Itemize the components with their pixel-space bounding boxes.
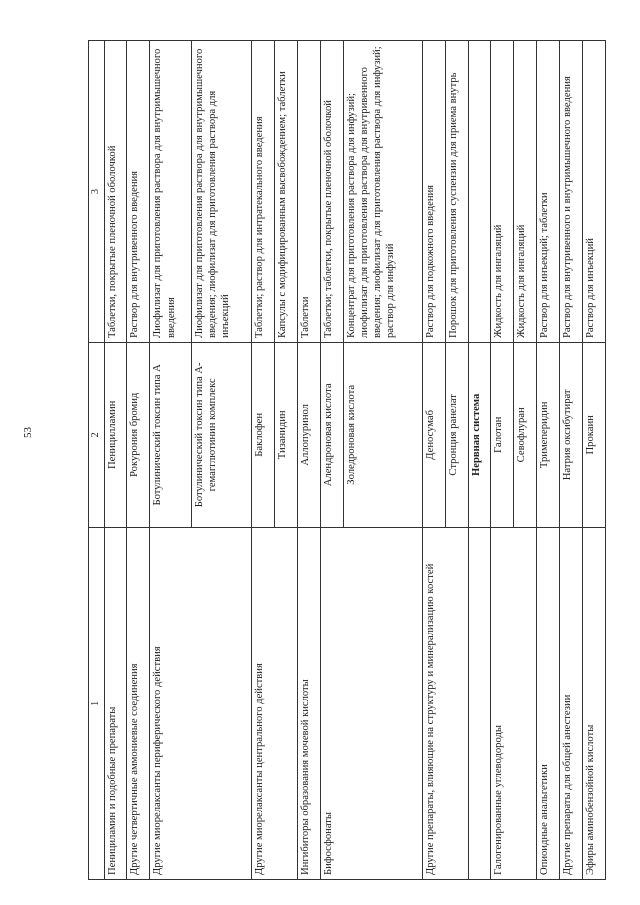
- table-cell-group: Другие миорелаксанты периферического действия: [150, 527, 252, 879]
- table-cell-group: Бифосфонаты: [320, 527, 422, 879]
- table-cell-drug: Натрия оксибутират: [560, 343, 583, 528]
- table-cell-form: Таблетки: [297, 41, 320, 343]
- table-cell-form: Раствор для инъекций: [583, 41, 606, 343]
- table-cell-form: Таблетки, покрытые пленочной оболочкой: [104, 41, 127, 343]
- table-cell-group: Ингибиторы образования мочевой кислоты: [297, 527, 320, 879]
- table-cell-group: Другие препараты, влияющие на структуру и минерализацию костей: [422, 527, 468, 879]
- table-cell-form: Жидкость для ингаляций: [491, 41, 514, 343]
- header-col-1: 1: [89, 527, 105, 879]
- table-cell-group: Другие препараты для общей анестезии: [560, 527, 583, 879]
- table-cell-drug: Аллопуринол: [297, 343, 320, 528]
- table-cell-drug: Рокурония бромид: [127, 343, 150, 528]
- document-table-container: [88, 40, 606, 880]
- table-cell-drug: Стронция ранелат: [445, 343, 468, 528]
- table-cell-group: Пенициламин и подобные препараты: [104, 527, 127, 879]
- section-title: Нервная система: [468, 343, 491, 528]
- table-cell-form: Лиофилизат для приготовления раствора для внутримышечного введения: [150, 41, 192, 343]
- table-cell-form: Раствор для внутривенного и внутримышечного введения: [560, 41, 583, 343]
- table-cell-form: Порошок для приготовления суспензии для приема внутрь: [445, 41, 468, 343]
- table-cell-empty: [468, 41, 491, 343]
- table-cell-form: Таблетки; таблетки, покрытые пленочной оболочкой: [320, 41, 343, 343]
- table-cell-drug: Тримеперидин: [537, 343, 560, 528]
- table-cell-form: Капсулы с модифицированным высвобождением; таблетки: [275, 41, 298, 343]
- drug-table: [88, 40, 606, 880]
- table-cell-group: Галогенированные углеводороды: [491, 527, 537, 879]
- table-cell-form: Лиофилизат для приготовления раствора для внутримышечного введения; лиофилизат для приготовления раствора для инъекций: [191, 41, 251, 343]
- table-cell-drug: Ботулинический токсин типа А-гемагглютинин комплекс: [191, 343, 251, 528]
- table-cell-drug: Алендроновая кислота: [320, 343, 343, 528]
- table-cell-empty: [468, 527, 491, 879]
- table-cell-drug: Ботулинический токсин типа А: [150, 343, 192, 528]
- table-cell-drug: Золедроновая кислота: [343, 343, 422, 528]
- table-cell-form: Концентрат для приготовления раствора для инфузий; лиофилизат для приготовления раствора для внутривенного введения; лиофилизат для приготовления раствора для инфузий; раствор для инфузий: [343, 41, 422, 343]
- table-cell-form: Раствор для подкожного введения: [422, 41, 445, 343]
- table-cell-group: Эфиры аминобензойной кислоты: [583, 527, 606, 879]
- table-cell-group: Опиоидные анальгетики: [537, 527, 560, 879]
- table-cell-group: Другие миорелаксанты центрального действия: [252, 527, 298, 879]
- table-cell-drug: Галотан: [491, 343, 514, 528]
- header-col-2: 2: [89, 343, 105, 528]
- table-cell-form: Раствор для инъекций; таблетки: [537, 41, 560, 343]
- table-cell-drug: Баклофен: [252, 343, 275, 528]
- table-cell-form: Раствор для внутривенного введения: [127, 41, 150, 343]
- page-number: 53: [22, 427, 34, 438]
- table-cell-drug: Прокаин: [583, 343, 606, 528]
- table-cell-drug: Деносумаб: [422, 343, 445, 528]
- table-cell-form: Таблетки; раствор для интратекального введения: [252, 41, 275, 343]
- table-cell-group: Другие четвертичные аммониевые соединения: [127, 527, 150, 879]
- table-cell-form: Жидкость для ингаляций: [514, 41, 537, 343]
- table-cell-drug: Тизанидин: [275, 343, 298, 528]
- header-col-3: 3: [89, 41, 105, 343]
- table-cell-drug: Пеницилламин: [104, 343, 127, 528]
- table-cell-drug: Севофлуран: [514, 343, 537, 528]
